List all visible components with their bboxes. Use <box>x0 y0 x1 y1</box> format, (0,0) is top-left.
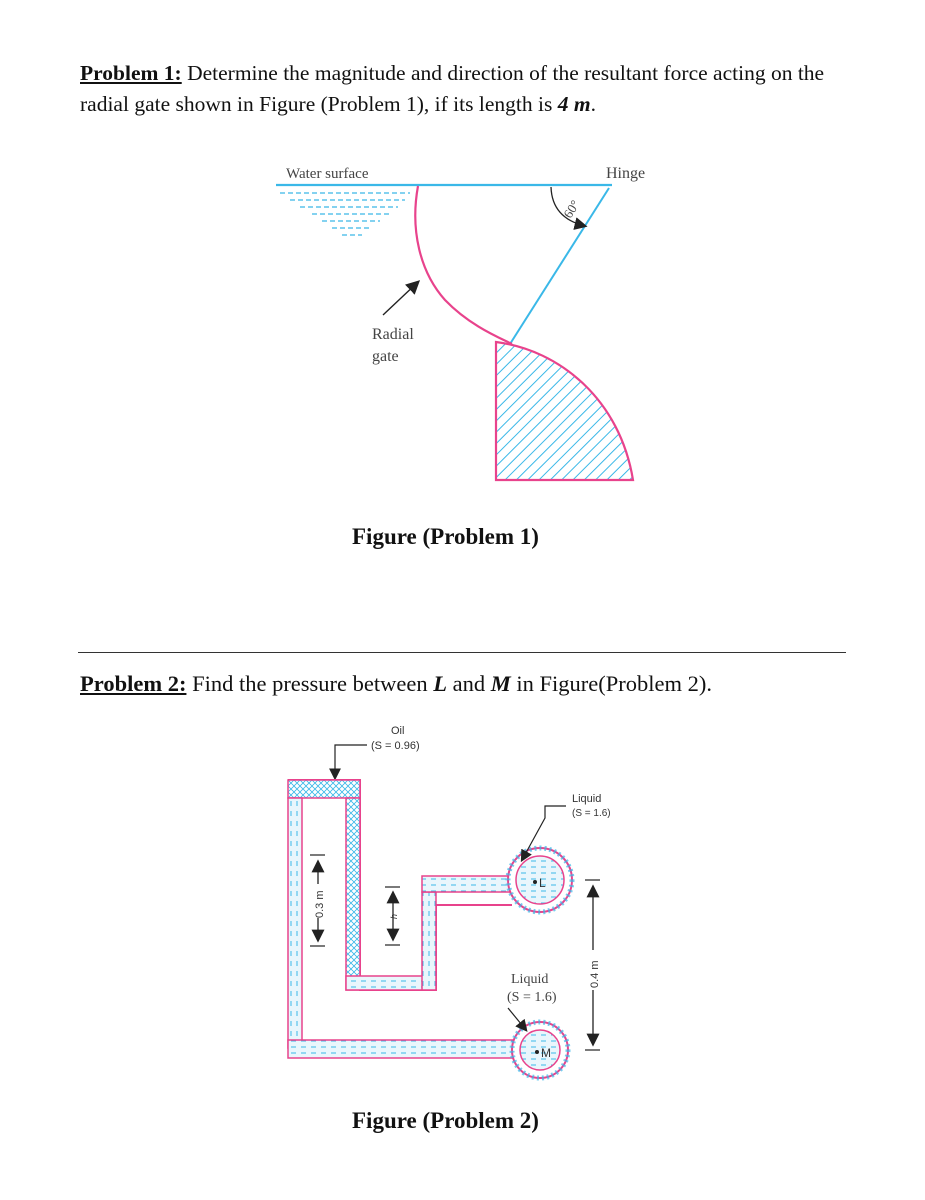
bottom-tube <box>288 1040 518 1058</box>
point-m-dot <box>535 1050 539 1054</box>
problem-2-text-b: and <box>447 671 491 696</box>
figure-1 <box>276 165 645 480</box>
hatched-region <box>496 342 633 480</box>
liquid-top-line1: Liquid <box>572 793 602 805</box>
angle-label: 60° <box>560 197 583 221</box>
oil-label-line1: Oil <box>391 725 405 737</box>
oil-leader <box>335 745 367 778</box>
problem-2-statement <box>80 668 860 699</box>
problem-1-label: Problem 1: <box>80 61 182 85</box>
section-divider <box>78 652 846 653</box>
gate-length: 4 m <box>557 92 591 116</box>
problem-2-label: Problem 2: <box>80 671 187 696</box>
liquid-mid-leader <box>508 1008 526 1030</box>
gate-label-line2: gate <box>372 348 399 365</box>
upper-tube <box>422 876 514 892</box>
figure-2 <box>288 725 611 1078</box>
radial-gate-curve <box>415 186 512 344</box>
problem-1-text-b: . <box>590 92 596 116</box>
liquid-mid-line2: (S = 1.6) <box>507 990 557 1005</box>
vessel-m-inner <box>520 1030 560 1070</box>
oil-label-line2: (S = 0.96) <box>371 740 420 752</box>
water-surface-label: Water surface <box>286 166 369 182</box>
problem-2-text-a: Find the pressure between <box>186 671 434 696</box>
water-surface-symbol <box>280 193 410 235</box>
variable-l: L <box>433 671 447 696</box>
problem-1-text-a: Determine the magnitude and direction of the resultant force acting on the radial gate shown in Figure (Problem 1), if its length is <box>80 61 825 116</box>
dim-03-label: 0.3 m <box>314 890 326 918</box>
left-outer-tube <box>288 798 302 1048</box>
oil-top-band <box>288 780 360 798</box>
left-inner-tube <box>346 798 360 990</box>
gate-label-line1: Radial <box>372 326 414 343</box>
variable-m: M <box>490 671 511 696</box>
point-l-label: L <box>539 876 546 890</box>
dim-04-label: 0.4 m <box>589 960 601 988</box>
liquid-mid-line1: Liquid <box>511 972 549 987</box>
problem-2-text-c: in Figure(Problem 2). <box>510 671 712 696</box>
figure-1-caption: Figure (Problem 1) <box>352 524 539 549</box>
u-right-riser <box>422 892 436 990</box>
dim-h-label: h <box>389 913 399 919</box>
liquid-top-line2: (S = 1.6) <box>572 808 611 819</box>
point-l-dot <box>533 880 537 884</box>
gate-pointer-arrow <box>383 282 418 315</box>
figure-2-caption: Figure (Problem 2) <box>352 1108 539 1133</box>
hinge-label: Hinge <box>606 165 646 182</box>
point-m-label: M <box>541 1046 551 1060</box>
